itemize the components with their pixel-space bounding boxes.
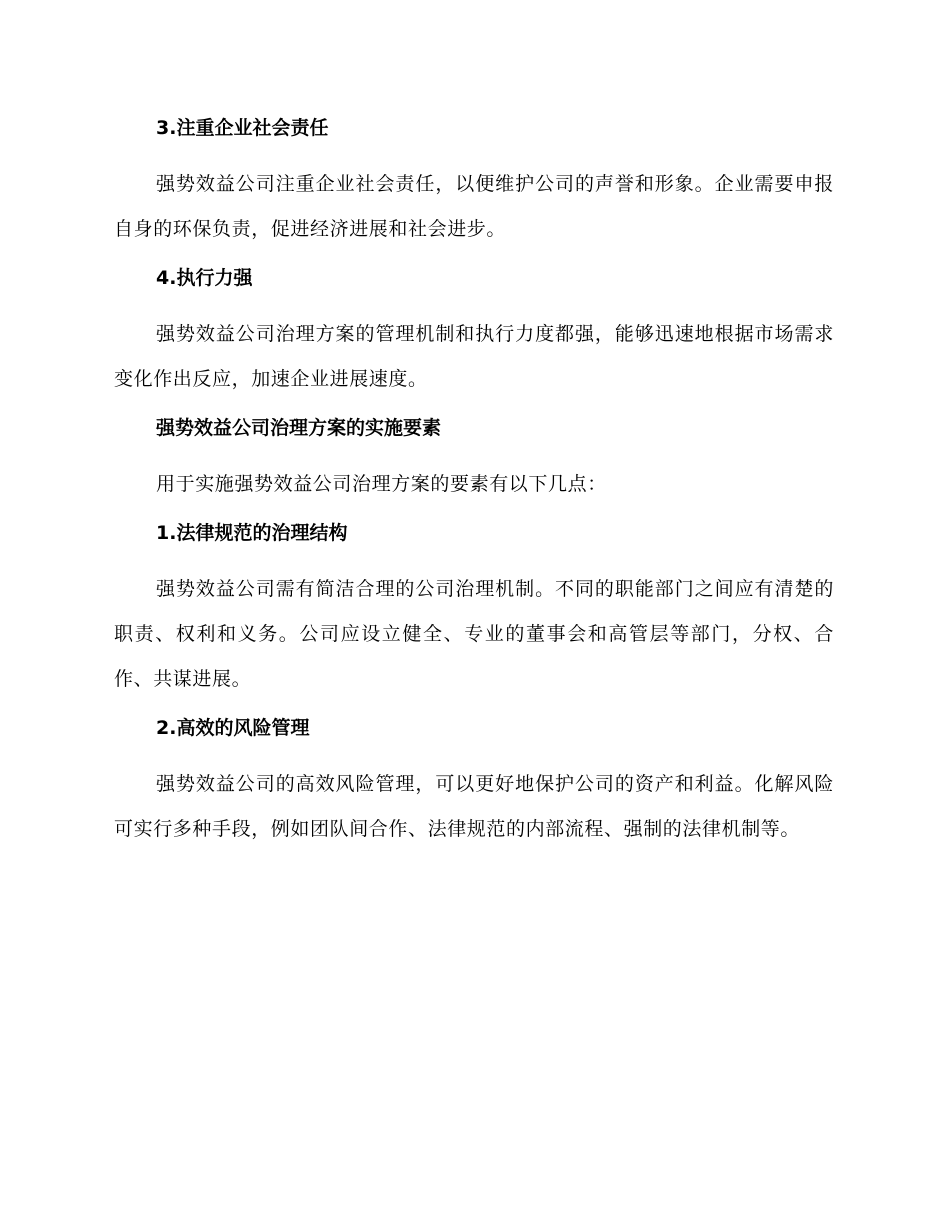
paragraph-governance-structure: 强势效益公司需有简洁合理的公司治理机制。不同的职能部门之间应有清楚的职责、权利和义务。公司应设立健全、专业的董事会和高管层等部门，分权、合作、共谋进展。	[114, 578, 834, 690]
section-heading-governance-structure: 1.法律规范的治理结构	[156, 522, 348, 544]
paragraph-implementation-intro: 用于实施强势效益公司治理方案的要素有以下几点：	[156, 473, 607, 495]
section-heading-implementation-elements: 强势效益公司治理方案的实施要素	[156, 417, 442, 439]
document-body	[114, 110, 834, 852]
paragraph-risk-management: 强势效益公司的高效风险管理，可以更好地保护公司的资产和利益。化解风险可实行多种手段，例如团队间合作、法律规范的内部流程、强制的法律机制等。	[114, 773, 834, 840]
paragraph-execution: 强势效益公司治理方案的管理机制和执行力度都强，能够迅速地根据市场需求变化作出反应，加速企业进展速度。	[114, 323, 834, 390]
section-heading-execution: 4.执行力强	[156, 267, 253, 289]
section-heading-risk-management: 2.高效的风险管理	[156, 717, 310, 739]
paragraph-social-responsibility: 强势效益公司注重企业社会责任，以便维护公司的声誉和形象。企业需要申报自身的环保负责，促进经济进展和社会进步。	[114, 173, 834, 240]
section-heading-social-responsibility: 3.注重企业社会责任	[156, 117, 329, 139]
